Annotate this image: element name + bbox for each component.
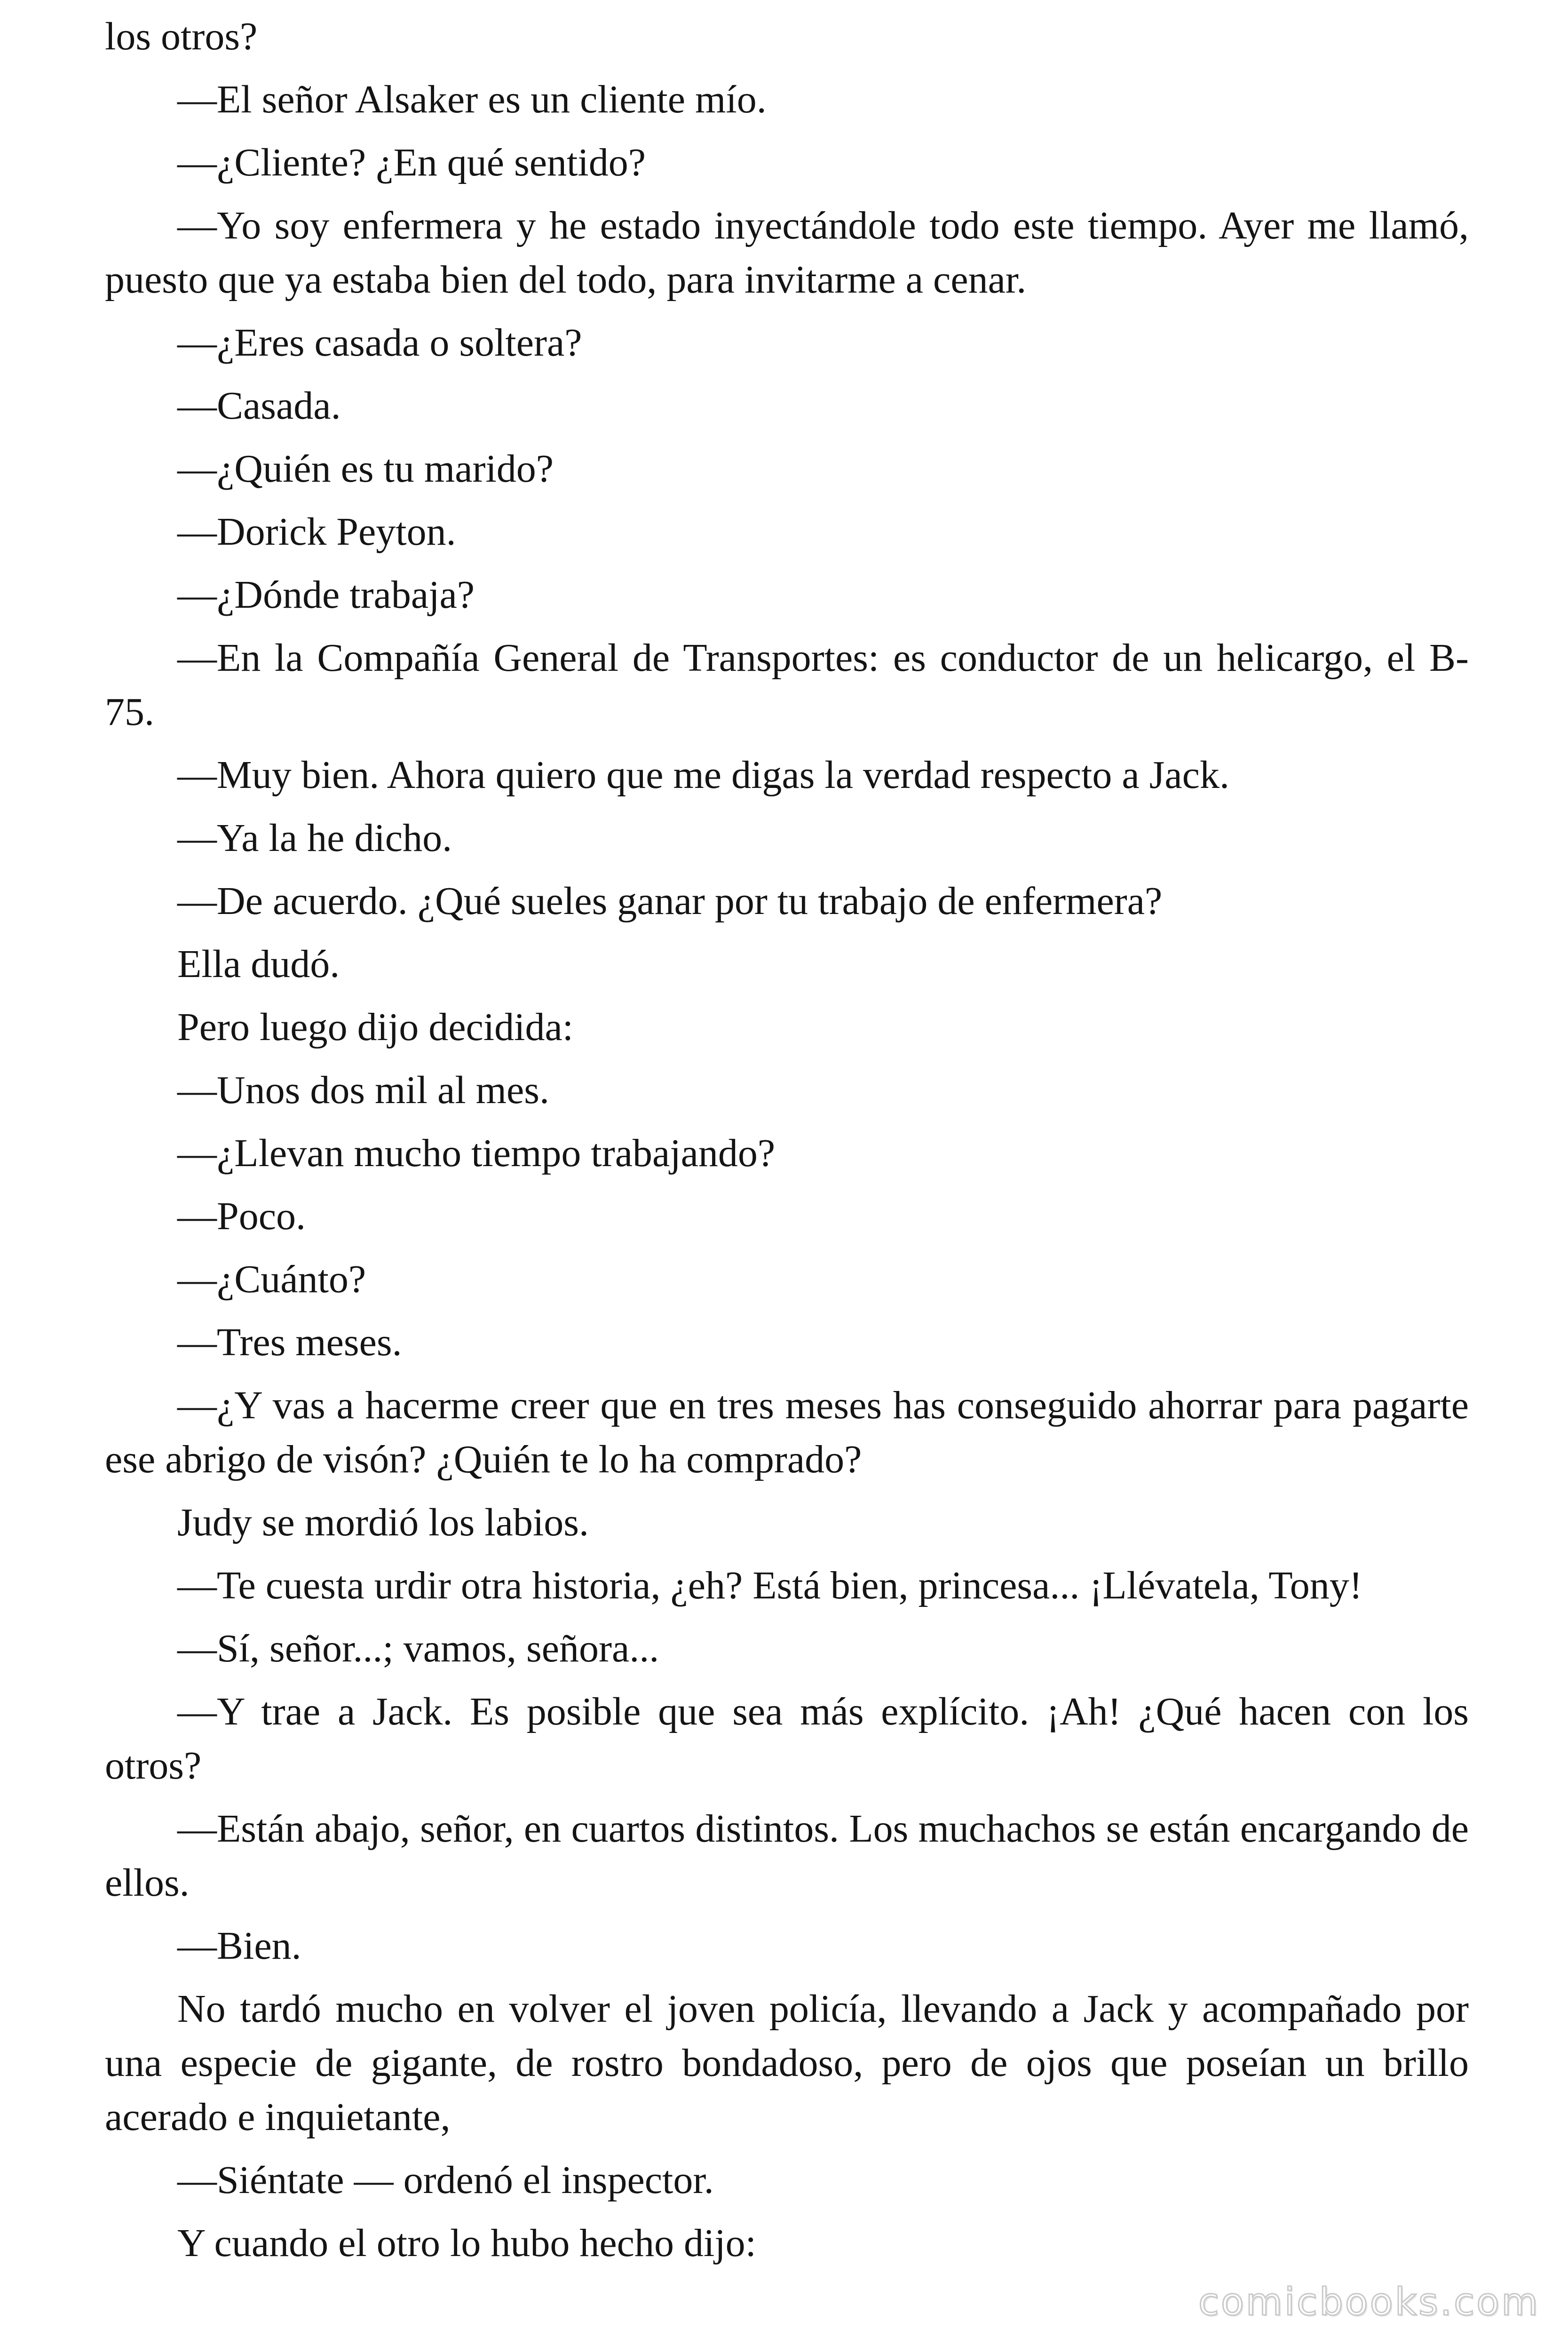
paragraph: —¿Y vas a hacerme creer que en tres meses has conseguido ahorrar para pagarte ese abrigo de visón? ¿Quién te lo ha comprado? xyxy=(105,1383,1469,1481)
paragraph: —¿Eres casada o soltera? xyxy=(177,321,582,365)
paragraph: —Te cuesta urdir otra historia, ¿eh? Está bien, princesa... ¡Llévatela, Tony! xyxy=(177,1564,1362,1607)
paragraph: Y cuando el otro lo hubo hecho dijo: xyxy=(177,2221,756,2265)
paragraph: —Ya la he dicho. xyxy=(177,816,452,860)
paragraph: —¿Cliente? ¿En qué sentido? xyxy=(177,141,646,184)
paragraph: —El señor Alsaker es un cliente mío. xyxy=(177,78,767,121)
paragraph: —Y trae a Jack. Es posible que sea más explícito. ¡Ah! ¿Qué hacen con los otros? xyxy=(105,1690,1469,1788)
paragraph: —Dorick Peyton. xyxy=(177,510,456,554)
paragraph: —Muy bien. Ahora quiero que me digas la verdad respecto a Jack. xyxy=(177,753,1229,797)
paragraph: —Unos dos mil al mes. xyxy=(177,1068,549,1112)
paragraph: —De acuerdo. ¿Qué sueles ganar por tu trabajo de enfermera? xyxy=(177,879,1163,923)
paragraph: los otros? xyxy=(105,15,258,58)
paragraph: —¿Dónde trabaja? xyxy=(177,573,475,617)
paragraph: —Bien. xyxy=(177,1924,301,1968)
watermark: comicbooks.com xyxy=(1198,2280,1540,2324)
paragraph: —En la Compañía General de Transportes: es conductor de un helicargo, el B-75. xyxy=(105,636,1469,734)
paragraph: —Tres meses. xyxy=(177,1320,402,1364)
paragraph: No tardó mucho en volver el joven policía, llevando a Jack y acompañado por una especie de gigante, de rostro bondadoso, pero de ojos que poseían un brillo acerado e inquietante, xyxy=(105,1987,1469,2139)
paragraph: Pero luego dijo decidida: xyxy=(177,1005,574,1049)
paragraph: —Sí, señor...; vamos, señora... xyxy=(177,1627,659,1670)
page-text xyxy=(105,9,1469,2279)
paragraph: —Yo soy enfermera y he estado inyectándole todo este tiempo. Ayer me llamó, puesto que ya estaba bien del todo, para invitarme a cenar. xyxy=(105,204,1469,302)
paragraph: Ella dudó. xyxy=(177,942,340,986)
paragraph: —Siéntate — ordenó el inspector. xyxy=(177,2158,714,2202)
paragraph: —¿Cuánto? xyxy=(177,1257,366,1301)
paragraph: Judy se mordió los labios. xyxy=(177,1501,589,1544)
paragraph: —Casada. xyxy=(177,384,341,428)
paragraph: —Poco. xyxy=(177,1194,306,1238)
paragraph: —¿Quién es tu marido? xyxy=(177,447,554,491)
paragraph: —Están abajo, señor, en cuartos distintos. Los muchachos se están encargando de ellos. xyxy=(105,1807,1469,1905)
paragraph: —¿Llevan mucho tiempo trabajando? xyxy=(177,1131,776,1175)
